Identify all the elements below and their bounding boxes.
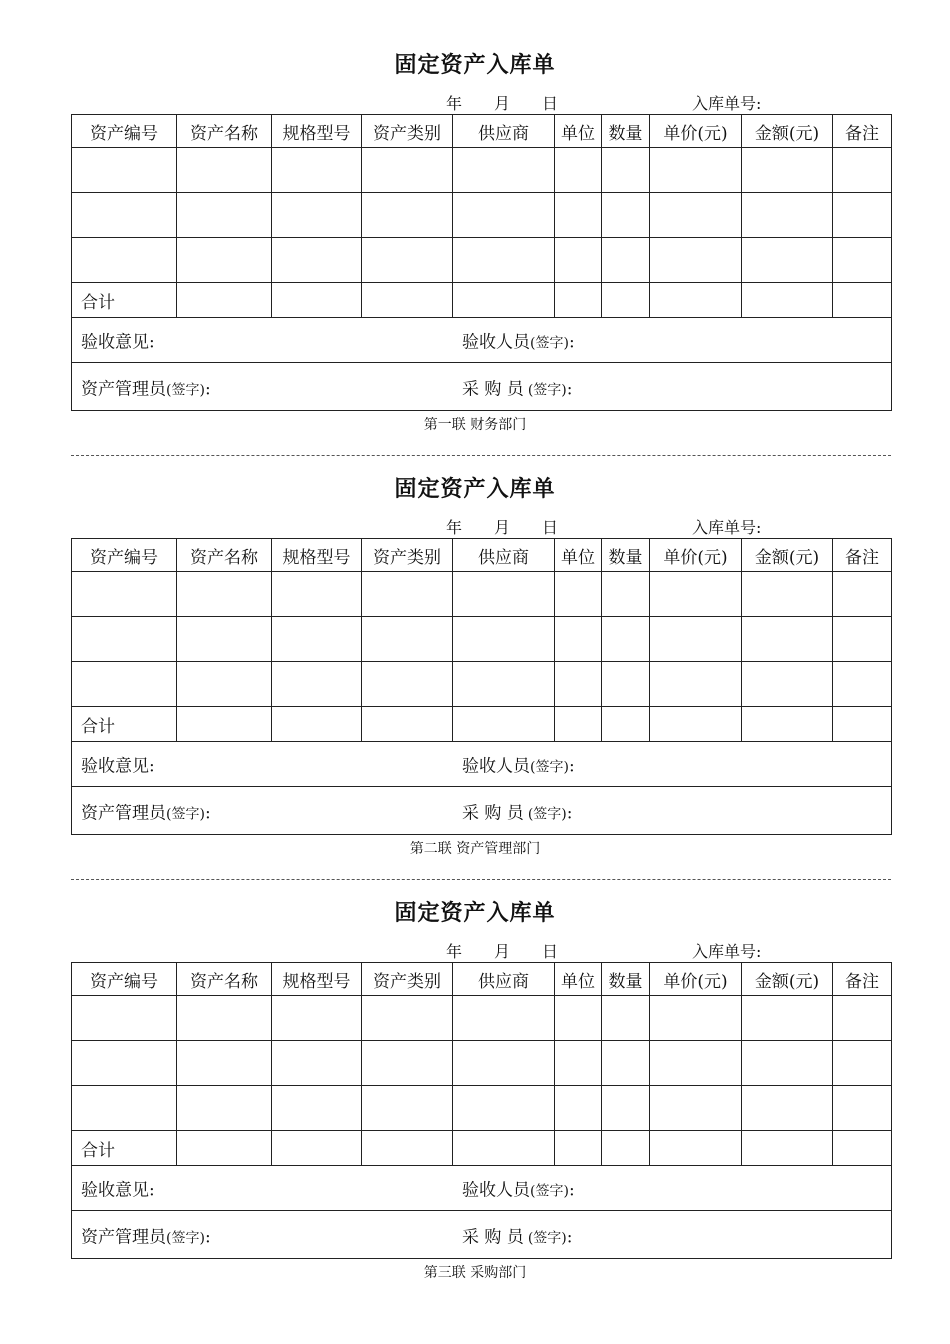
order-number-label: 入库单号: bbox=[692, 94, 762, 113]
entry-cell[interactable] bbox=[833, 1041, 892, 1086]
table-row bbox=[72, 238, 892, 283]
month-label: 月 bbox=[494, 942, 511, 961]
total-cell[interactable] bbox=[742, 707, 833, 742]
entry-cell[interactable] bbox=[602, 238, 650, 283]
total-cell[interactable] bbox=[650, 1131, 742, 1166]
total-cell[interactable] bbox=[453, 1131, 555, 1166]
total-cell[interactable] bbox=[555, 707, 602, 742]
entry-cell[interactable] bbox=[742, 996, 833, 1041]
acceptance-row bbox=[72, 318, 892, 363]
entry-cell[interactable] bbox=[72, 1086, 177, 1131]
total-cell[interactable] bbox=[742, 283, 833, 318]
header-cell: 规格型号 bbox=[272, 115, 362, 148]
acceptance-cell[interactable] bbox=[72, 318, 892, 363]
entry-cell[interactable] bbox=[602, 148, 650, 193]
total-row bbox=[72, 707, 892, 742]
month-label: 月 bbox=[494, 94, 511, 113]
total-cell[interactable] bbox=[272, 1131, 362, 1166]
total-cell[interactable] bbox=[362, 707, 453, 742]
signature-row bbox=[72, 787, 892, 835]
signature-row bbox=[72, 363, 892, 411]
total-cell[interactable] bbox=[453, 283, 555, 318]
inspector-signature-label: 验收人员(签字): bbox=[462, 332, 575, 353]
entry-cell[interactable] bbox=[833, 193, 892, 238]
table-row bbox=[72, 1086, 892, 1131]
entry-cell[interactable] bbox=[453, 617, 555, 662]
entry-cell[interactable] bbox=[833, 572, 892, 617]
header-cell: 金额(元) bbox=[742, 115, 833, 148]
copy-footer: 第二联 资产管理部门 bbox=[409, 841, 541, 857]
entry-cell[interactable] bbox=[555, 1041, 602, 1086]
entry-cell[interactable] bbox=[742, 148, 833, 193]
order-number-label: 入库单号: bbox=[692, 518, 762, 537]
entry-cell[interactable] bbox=[453, 662, 555, 707]
day-label: 日 bbox=[542, 518, 559, 537]
header-cell: 资产编号 bbox=[72, 115, 177, 148]
total-cell[interactable] bbox=[742, 1131, 833, 1166]
total-cell[interactable] bbox=[833, 707, 892, 742]
total-cell[interactable] bbox=[555, 283, 602, 318]
entry-cell[interactable] bbox=[742, 617, 833, 662]
header-cell: 数量 bbox=[602, 963, 650, 996]
header-cell: 供应商 bbox=[453, 115, 555, 148]
entry-cell[interactable] bbox=[650, 193, 742, 238]
entry-cell[interactable] bbox=[453, 193, 555, 238]
entry-cell[interactable] bbox=[177, 238, 272, 283]
form-title: 固定资产入库单 bbox=[394, 52, 556, 78]
total-cell[interactable] bbox=[272, 283, 362, 318]
header-cell: 资产类别 bbox=[362, 963, 453, 996]
entry-cell[interactable] bbox=[177, 148, 272, 193]
acceptance-opinion-label: 验收意见: bbox=[81, 756, 155, 777]
entry-cell[interactable] bbox=[555, 996, 602, 1041]
entry-cell[interactable] bbox=[833, 238, 892, 283]
entry-cell[interactable] bbox=[453, 148, 555, 193]
entry-cell[interactable] bbox=[650, 238, 742, 283]
entry-cell[interactable] bbox=[362, 662, 453, 707]
entry-cell[interactable] bbox=[72, 617, 177, 662]
acceptance-cell[interactable] bbox=[72, 742, 892, 787]
day-label: 日 bbox=[542, 94, 559, 113]
entry-cell[interactable] bbox=[602, 662, 650, 707]
entry-cell[interactable] bbox=[272, 1086, 362, 1131]
year-label: 年 bbox=[446, 518, 463, 537]
asset-table bbox=[71, 538, 892, 835]
purchaser-signature-label: 采 购 员 (签字): bbox=[462, 379, 573, 399]
date-row bbox=[0, 939, 950, 959]
asset-table bbox=[71, 114, 892, 411]
entry-cell[interactable] bbox=[72, 148, 177, 193]
header-cell: 单位 bbox=[555, 539, 602, 572]
entry-cell[interactable] bbox=[72, 996, 177, 1041]
entry-cell[interactable] bbox=[650, 1041, 742, 1086]
entry-cell[interactable] bbox=[362, 1041, 453, 1086]
entry-cell[interactable] bbox=[362, 148, 453, 193]
entry-cell[interactable] bbox=[555, 662, 602, 707]
order-number-label: 入库单号: bbox=[692, 942, 762, 961]
entry-cell[interactable] bbox=[833, 148, 892, 193]
table-row bbox=[72, 148, 892, 193]
total-cell[interactable] bbox=[650, 283, 742, 318]
table-row bbox=[72, 572, 892, 617]
cut-line bbox=[71, 879, 891, 880]
header-cell: 资产名称 bbox=[177, 115, 272, 148]
day-label: 日 bbox=[542, 942, 559, 961]
acceptance-row bbox=[72, 742, 892, 787]
asset-table bbox=[71, 962, 892, 1259]
asset-manager-signature-label: 资产管理员(签字): bbox=[81, 1227, 211, 1247]
total-cell[interactable] bbox=[177, 283, 272, 318]
entry-cell[interactable] bbox=[742, 572, 833, 617]
entry-cell[interactable] bbox=[555, 193, 602, 238]
entry-cell[interactable] bbox=[72, 1041, 177, 1086]
header-cell: 规格型号 bbox=[272, 963, 362, 996]
entry-cell[interactable] bbox=[272, 1041, 362, 1086]
entry-cell[interactable] bbox=[602, 1086, 650, 1131]
entry-cell[interactable] bbox=[602, 996, 650, 1041]
total-label: 合计 bbox=[72, 1131, 177, 1166]
entry-cell[interactable] bbox=[72, 238, 177, 283]
header-cell: 资产类别 bbox=[362, 539, 453, 572]
entry-cell[interactable] bbox=[272, 996, 362, 1041]
total-cell[interactable] bbox=[453, 707, 555, 742]
entry-cell[interactable] bbox=[833, 996, 892, 1041]
date-row bbox=[0, 91, 950, 111]
entry-cell[interactable] bbox=[602, 572, 650, 617]
header-cell: 资产名称 bbox=[177, 963, 272, 996]
entry-cell[interactable] bbox=[177, 193, 272, 238]
header-cell: 资产类别 bbox=[362, 115, 453, 148]
acceptance-opinion-label: 验收意见: bbox=[81, 1180, 155, 1201]
entry-cell[interactable] bbox=[453, 572, 555, 617]
header-cell: 规格型号 bbox=[272, 539, 362, 572]
header-cell: 供应商 bbox=[453, 963, 555, 996]
total-cell[interactable] bbox=[362, 1131, 453, 1166]
entry-cell[interactable] bbox=[72, 193, 177, 238]
total-cell[interactable] bbox=[602, 283, 650, 318]
entry-cell[interactable] bbox=[555, 617, 602, 662]
inspector-signature-label: 验收人员(签字): bbox=[462, 1180, 575, 1201]
total-cell[interactable] bbox=[833, 1131, 892, 1166]
entry-cell[interactable] bbox=[362, 238, 453, 283]
total-cell[interactable] bbox=[833, 283, 892, 318]
entry-cell[interactable] bbox=[742, 1086, 833, 1131]
entry-cell[interactable] bbox=[272, 148, 362, 193]
header-cell: 单价(元) bbox=[650, 963, 742, 996]
header-row bbox=[72, 115, 892, 148]
entry-cell[interactable] bbox=[177, 662, 272, 707]
purchaser-signature-label: 采 购 员 (签字): bbox=[462, 803, 573, 823]
table-row bbox=[72, 1041, 892, 1086]
header-cell: 备注 bbox=[833, 539, 892, 572]
entry-cell[interactable] bbox=[555, 238, 602, 283]
acceptance-cell[interactable] bbox=[72, 1166, 892, 1211]
header-cell: 数量 bbox=[602, 115, 650, 148]
entry-cell[interactable] bbox=[555, 572, 602, 617]
copy-footer: 第一联 财务部门 bbox=[423, 417, 527, 433]
header-cell: 单位 bbox=[555, 115, 602, 148]
form-copy bbox=[0, 848, 950, 1281]
signature-row bbox=[72, 1211, 892, 1259]
acceptance-row bbox=[72, 1166, 892, 1211]
signature-cell[interactable] bbox=[72, 363, 892, 411]
entry-cell[interactable] bbox=[362, 996, 453, 1041]
form-title: 固定资产入库单 bbox=[394, 900, 556, 926]
entry-cell[interactable] bbox=[362, 617, 453, 662]
entry-cell[interactable] bbox=[650, 996, 742, 1041]
header-cell: 资产编号 bbox=[72, 539, 177, 572]
year-label: 年 bbox=[446, 94, 463, 113]
acceptance-opinion-label: 验收意见: bbox=[81, 332, 155, 353]
form-copy bbox=[0, 424, 950, 857]
entry-cell[interactable] bbox=[555, 1086, 602, 1131]
header-cell: 备注 bbox=[833, 963, 892, 996]
entry-cell[interactable] bbox=[742, 193, 833, 238]
total-row bbox=[72, 283, 892, 318]
entry-cell[interactable] bbox=[602, 193, 650, 238]
header-cell: 单价(元) bbox=[650, 115, 742, 148]
entry-cell[interactable] bbox=[650, 662, 742, 707]
total-cell[interactable] bbox=[555, 1131, 602, 1166]
header-cell: 资产编号 bbox=[72, 963, 177, 996]
entry-cell[interactable] bbox=[650, 1086, 742, 1131]
entry-cell[interactable] bbox=[742, 662, 833, 707]
entry-cell[interactable] bbox=[272, 617, 362, 662]
entry-cell[interactable] bbox=[555, 148, 602, 193]
asset-manager-signature-label: 资产管理员(签字): bbox=[81, 379, 211, 399]
entry-cell[interactable] bbox=[177, 1041, 272, 1086]
entry-cell[interactable] bbox=[453, 996, 555, 1041]
header-cell: 资产名称 bbox=[177, 539, 272, 572]
cut-line bbox=[71, 455, 891, 456]
entry-cell[interactable] bbox=[453, 1041, 555, 1086]
copy-footer: 第三联 采购部门 bbox=[423, 1265, 527, 1281]
entry-cell[interactable] bbox=[72, 572, 177, 617]
asset-manager-signature-label: 资产管理员(签字): bbox=[81, 803, 211, 823]
entry-cell[interactable] bbox=[650, 617, 742, 662]
entry-cell[interactable] bbox=[272, 193, 362, 238]
inspector-signature-label: 验收人员(签字): bbox=[462, 756, 575, 777]
signature-cell[interactable] bbox=[72, 787, 892, 835]
total-cell[interactable] bbox=[177, 1131, 272, 1166]
purchaser-signature-label: 采 购 员 (签字): bbox=[462, 1227, 573, 1247]
total-cell[interactable] bbox=[650, 707, 742, 742]
header-cell: 金额(元) bbox=[742, 539, 833, 572]
entry-cell[interactable] bbox=[362, 193, 453, 238]
entry-cell[interactable] bbox=[602, 617, 650, 662]
header-cell: 单位 bbox=[555, 963, 602, 996]
header-row bbox=[72, 963, 892, 996]
header-cell: 数量 bbox=[602, 539, 650, 572]
total-cell[interactable] bbox=[177, 707, 272, 742]
entry-cell[interactable] bbox=[602, 1041, 650, 1086]
month-label: 月 bbox=[494, 518, 511, 537]
entry-cell[interactable] bbox=[72, 662, 177, 707]
header-cell: 供应商 bbox=[453, 539, 555, 572]
entry-cell[interactable] bbox=[272, 662, 362, 707]
year-label: 年 bbox=[446, 942, 463, 961]
entry-cell[interactable] bbox=[272, 238, 362, 283]
header-cell: 金额(元) bbox=[742, 963, 833, 996]
total-cell[interactable] bbox=[602, 707, 650, 742]
signature-cell[interactable] bbox=[72, 1211, 892, 1259]
header-cell: 备注 bbox=[833, 115, 892, 148]
table-row bbox=[72, 662, 892, 707]
table-row bbox=[72, 996, 892, 1041]
entry-cell[interactable] bbox=[453, 1086, 555, 1131]
entry-cell[interactable] bbox=[742, 1041, 833, 1086]
entry-cell[interactable] bbox=[453, 238, 555, 283]
table-row bbox=[72, 193, 892, 238]
date-row bbox=[0, 515, 950, 535]
table-row bbox=[72, 617, 892, 662]
total-cell[interactable] bbox=[362, 283, 453, 318]
header-cell: 单价(元) bbox=[650, 539, 742, 572]
total-label: 合计 bbox=[72, 283, 177, 318]
total-label: 合计 bbox=[72, 707, 177, 742]
entry-cell[interactable] bbox=[742, 238, 833, 283]
entry-cell[interactable] bbox=[650, 148, 742, 193]
entry-cell[interactable] bbox=[177, 572, 272, 617]
entry-cell[interactable] bbox=[833, 662, 892, 707]
entry-cell[interactable] bbox=[362, 572, 453, 617]
entry-cell[interactable] bbox=[177, 996, 272, 1041]
entry-cell[interactable] bbox=[272, 572, 362, 617]
entry-cell[interactable] bbox=[833, 1086, 892, 1131]
entry-cell[interactable] bbox=[362, 1086, 453, 1131]
total-cell[interactable] bbox=[272, 707, 362, 742]
form-copy bbox=[0, 0, 950, 433]
entry-cell[interactable] bbox=[833, 617, 892, 662]
entry-cell[interactable] bbox=[177, 1086, 272, 1131]
total-cell[interactable] bbox=[602, 1131, 650, 1166]
total-row bbox=[72, 1131, 892, 1166]
header-row bbox=[72, 539, 892, 572]
form-title: 固定资产入库单 bbox=[394, 476, 556, 502]
entry-cell[interactable] bbox=[650, 572, 742, 617]
entry-cell[interactable] bbox=[177, 617, 272, 662]
